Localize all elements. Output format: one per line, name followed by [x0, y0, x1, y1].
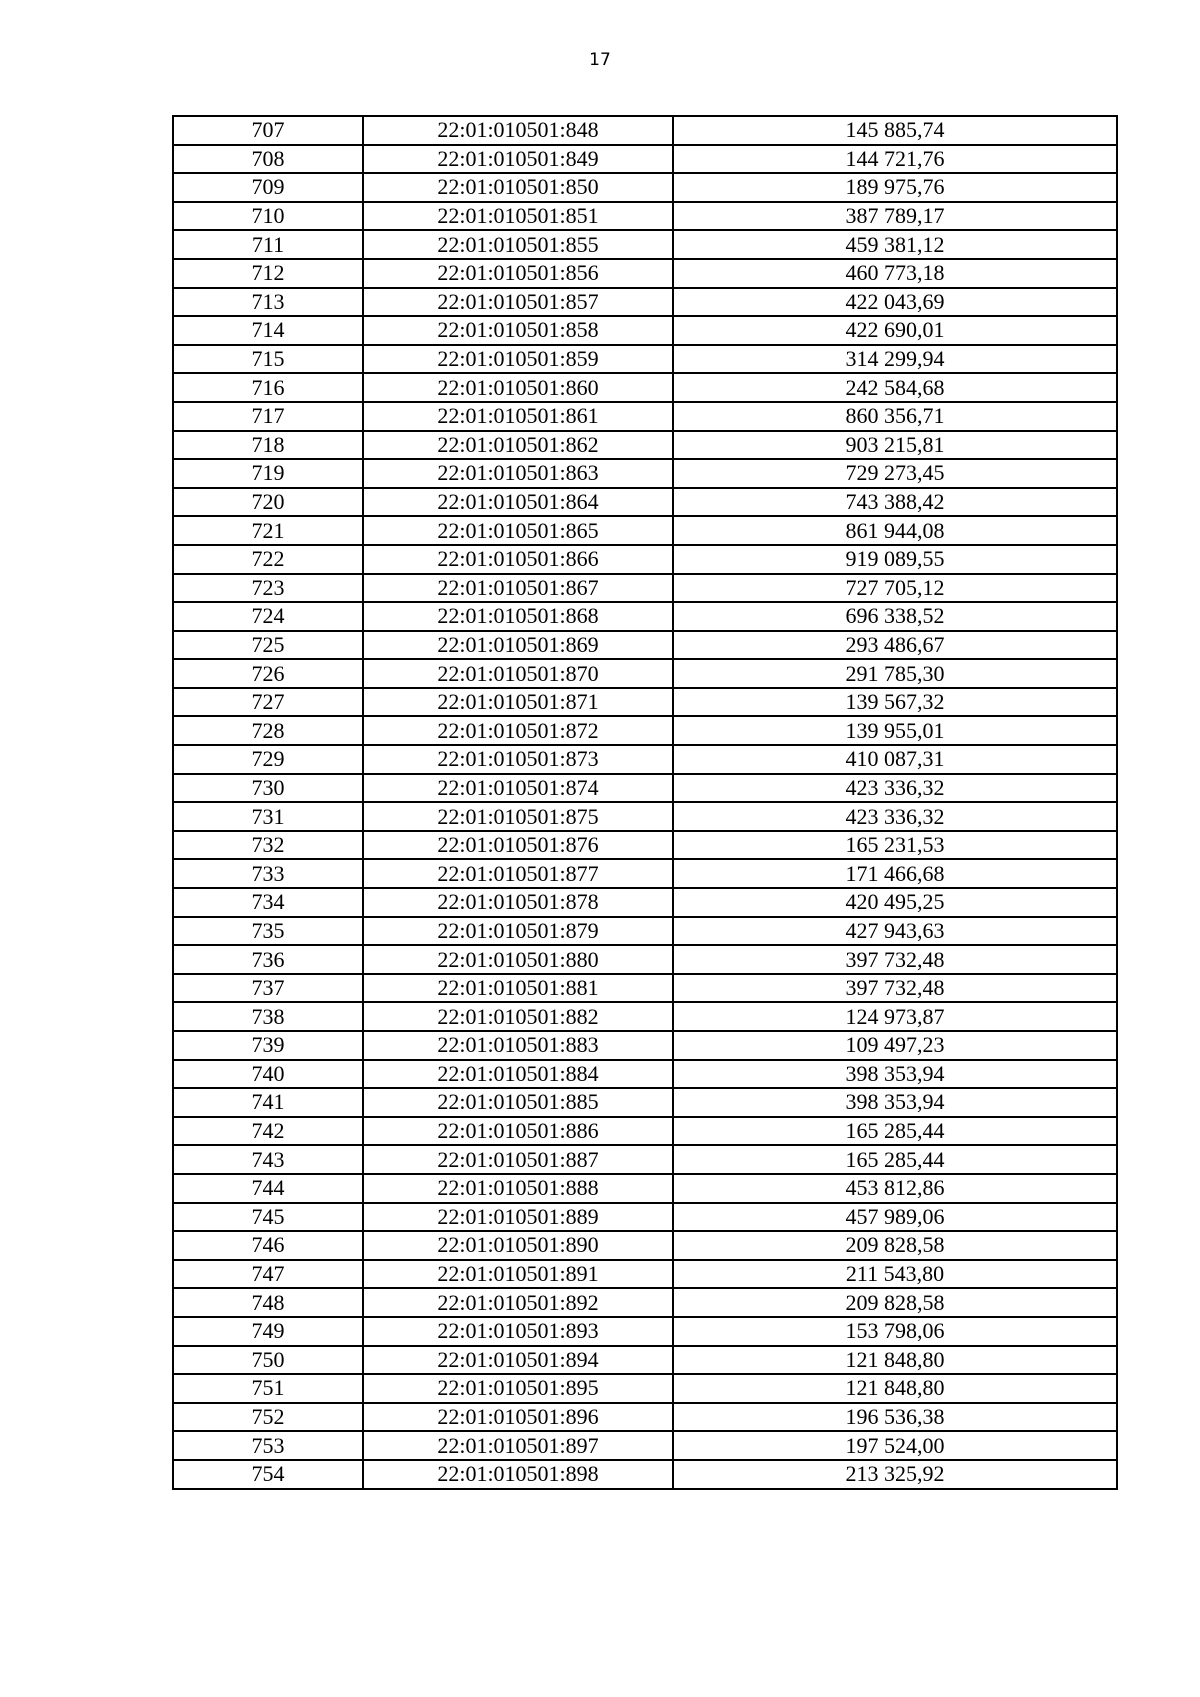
row-number-cell: 730	[173, 774, 363, 803]
table-row	[173, 859, 1117, 888]
table-row	[173, 431, 1117, 460]
cadastral-number-cell: 22:01:010501:890	[363, 1231, 673, 1260]
cadastral-number-cell: 22:01:010501:873	[363, 745, 673, 774]
table-row	[173, 259, 1117, 288]
cadastral-number-cell: 22:01:010501:866	[363, 545, 673, 574]
value-cell: 139 955,01	[673, 716, 1117, 745]
table-row	[173, 888, 1117, 917]
value-cell: 423 336,32	[673, 802, 1117, 831]
cadastral-number-cell: 22:01:010501:863	[363, 459, 673, 488]
cadastral-number-cell: 22:01:010501:851	[363, 202, 673, 231]
value-cell: 729 273,45	[673, 459, 1117, 488]
value-cell: 903 215,81	[673, 431, 1117, 460]
cadastral-number-cell: 22:01:010501:874	[363, 774, 673, 803]
table-row	[173, 716, 1117, 745]
value-cell: 109 497,23	[673, 1031, 1117, 1060]
value-cell: 422 690,01	[673, 316, 1117, 345]
row-number-cell: 727	[173, 688, 363, 717]
row-number-cell: 721	[173, 516, 363, 545]
row-number-cell: 733	[173, 859, 363, 888]
row-number-cell: 753	[173, 1431, 363, 1460]
cadastral-number-cell: 22:01:010501:869	[363, 631, 673, 660]
value-cell: 743 388,42	[673, 488, 1117, 517]
cadastral-number-cell: 22:01:010501:877	[363, 859, 673, 888]
table-row	[173, 345, 1117, 374]
row-number-cell: 720	[173, 488, 363, 517]
value-cell: 696 338,52	[673, 602, 1117, 631]
value-cell: 397 732,48	[673, 974, 1117, 1003]
row-number-cell: 735	[173, 917, 363, 946]
value-cell: 293 486,67	[673, 631, 1117, 660]
row-number-cell: 725	[173, 631, 363, 660]
row-number-cell: 728	[173, 716, 363, 745]
row-number-cell: 716	[173, 373, 363, 402]
value-cell: 457 989,06	[673, 1203, 1117, 1232]
table-row	[173, 1431, 1117, 1460]
row-number-cell: 710	[173, 202, 363, 231]
cadastral-number-cell: 22:01:010501:870	[363, 659, 673, 688]
cadastral-number-cell: 22:01:010501:895	[363, 1374, 673, 1403]
value-cell: 165 285,44	[673, 1145, 1117, 1174]
value-cell: 727 705,12	[673, 574, 1117, 603]
cadastral-number-cell: 22:01:010501:871	[363, 688, 673, 717]
row-number-cell: 732	[173, 831, 363, 860]
row-number-cell: 724	[173, 602, 363, 631]
value-cell: 209 828,58	[673, 1288, 1117, 1317]
table-row	[173, 1403, 1117, 1432]
value-cell: 165 231,53	[673, 831, 1117, 860]
row-number-cell: 734	[173, 888, 363, 917]
value-cell: 459 381,12	[673, 230, 1117, 259]
value-cell: 197 524,00	[673, 1431, 1117, 1460]
value-cell: 121 848,80	[673, 1346, 1117, 1375]
row-number-cell: 714	[173, 316, 363, 345]
cadastral-number-cell: 22:01:010501:875	[363, 802, 673, 831]
row-number-cell: 718	[173, 431, 363, 460]
row-number-cell: 750	[173, 1346, 363, 1375]
table-row	[173, 1060, 1117, 1089]
row-number-cell: 746	[173, 1231, 363, 1260]
table-row	[173, 459, 1117, 488]
cadastral-number-cell: 22:01:010501:861	[363, 402, 673, 431]
table-row	[173, 1174, 1117, 1203]
table-row	[173, 230, 1117, 259]
table-row	[173, 1002, 1117, 1031]
row-number-cell: 729	[173, 745, 363, 774]
value-cell: 209 828,58	[673, 1231, 1117, 1260]
row-number-cell: 726	[173, 659, 363, 688]
cadastral-number-cell: 22:01:010501:889	[363, 1203, 673, 1232]
row-number-cell: 754	[173, 1460, 363, 1489]
cadastral-number-cell: 22:01:010501:860	[363, 373, 673, 402]
table-row	[173, 1231, 1117, 1260]
table-row	[173, 402, 1117, 431]
value-cell: 189 975,76	[673, 173, 1117, 202]
cadastral-number-cell: 22:01:010501:898	[363, 1460, 673, 1489]
value-cell: 453 812,86	[673, 1174, 1117, 1203]
value-cell: 919 089,55	[673, 545, 1117, 574]
value-cell: 397 732,48	[673, 945, 1117, 974]
row-number-cell: 731	[173, 802, 363, 831]
value-cell: 171 466,68	[673, 859, 1117, 888]
table-row	[173, 1260, 1117, 1289]
table-row	[173, 1117, 1117, 1146]
table-row	[173, 202, 1117, 231]
value-cell: 423 336,32	[673, 774, 1117, 803]
table-row	[173, 602, 1117, 631]
cadastral-number-cell: 22:01:010501:882	[363, 1002, 673, 1031]
value-cell: 124 973,87	[673, 1002, 1117, 1031]
row-number-cell: 736	[173, 945, 363, 974]
value-cell: 242 584,68	[673, 373, 1117, 402]
cadastral-number-cell: 22:01:010501:880	[363, 945, 673, 974]
table-row	[173, 1088, 1117, 1117]
cadastral-number-cell: 22:01:010501:896	[363, 1403, 673, 1432]
row-number-cell: 713	[173, 288, 363, 317]
value-cell: 410 087,31	[673, 745, 1117, 774]
value-cell: 422 043,69	[673, 288, 1117, 317]
value-cell: 153 798,06	[673, 1317, 1117, 1346]
cadastral-number-cell: 22:01:010501:881	[363, 974, 673, 1003]
table-row	[173, 945, 1117, 974]
cadastral-number-cell: 22:01:010501:888	[363, 1174, 673, 1203]
value-cell: 145 885,74	[673, 116, 1117, 145]
cadastral-number-cell: 22:01:010501:887	[363, 1145, 673, 1174]
table-row	[173, 1317, 1117, 1346]
table-row	[173, 1288, 1117, 1317]
row-number-cell: 709	[173, 173, 363, 202]
table-row	[173, 802, 1117, 831]
table-row	[173, 1374, 1117, 1403]
row-number-cell: 741	[173, 1088, 363, 1117]
cadastral-number-cell: 22:01:010501:855	[363, 230, 673, 259]
table-row	[173, 316, 1117, 345]
row-number-cell: 717	[173, 402, 363, 431]
cadastral-number-cell: 22:01:010501:848	[363, 116, 673, 145]
cadastral-number-cell: 22:01:010501:864	[363, 488, 673, 517]
row-number-cell: 722	[173, 545, 363, 574]
row-number-cell: 752	[173, 1403, 363, 1432]
table-row	[173, 173, 1117, 202]
row-number-cell: 723	[173, 574, 363, 603]
value-cell: 387 789,17	[673, 202, 1117, 231]
row-number-cell: 740	[173, 1060, 363, 1089]
data-table	[172, 115, 1118, 1490]
cadastral-number-cell: 22:01:010501:883	[363, 1031, 673, 1060]
value-cell: 213 325,92	[673, 1460, 1117, 1489]
cadastral-number-cell: 22:01:010501:859	[363, 345, 673, 374]
table-row	[173, 745, 1117, 774]
value-cell: 398 353,94	[673, 1088, 1117, 1117]
page-number: 17	[589, 50, 611, 70]
value-cell: 165 285,44	[673, 1117, 1117, 1146]
table-row	[173, 1145, 1117, 1174]
row-number-cell: 747	[173, 1260, 363, 1289]
cadastral-number-cell: 22:01:010501:893	[363, 1317, 673, 1346]
value-cell: 427 943,63	[673, 917, 1117, 946]
table-row	[173, 659, 1117, 688]
table-row	[173, 1031, 1117, 1060]
row-number-cell: 712	[173, 259, 363, 288]
row-number-cell: 743	[173, 1145, 363, 1174]
row-number-cell: 715	[173, 345, 363, 374]
cadastral-number-cell: 22:01:010501:862	[363, 431, 673, 460]
value-cell: 121 848,80	[673, 1374, 1117, 1403]
table-row	[173, 488, 1117, 517]
row-number-cell: 745	[173, 1203, 363, 1232]
value-cell: 860 356,71	[673, 402, 1117, 431]
value-cell: 291 785,30	[673, 659, 1117, 688]
cadastral-number-cell: 22:01:010501:876	[363, 831, 673, 860]
value-cell: 211 543,80	[673, 1260, 1117, 1289]
cadastral-number-cell: 22:01:010501:868	[363, 602, 673, 631]
cadastral-number-cell: 22:01:010501:872	[363, 716, 673, 745]
table-row	[173, 974, 1117, 1003]
row-number-cell: 739	[173, 1031, 363, 1060]
row-number-cell: 707	[173, 116, 363, 145]
row-number-cell: 749	[173, 1317, 363, 1346]
value-cell: 139 567,32	[673, 688, 1117, 717]
row-number-cell: 744	[173, 1174, 363, 1203]
table-row	[173, 831, 1117, 860]
cadastral-number-cell: 22:01:010501:894	[363, 1346, 673, 1375]
cadastral-number-cell: 22:01:010501:856	[363, 259, 673, 288]
cadastral-number-cell: 22:01:010501:886	[363, 1117, 673, 1146]
cadastral-number-cell: 22:01:010501:857	[363, 288, 673, 317]
table-row	[173, 545, 1117, 574]
cadastral-number-cell: 22:01:010501:878	[363, 888, 673, 917]
row-number-cell: 748	[173, 1288, 363, 1317]
table-row	[173, 631, 1117, 660]
value-cell: 314 299,94	[673, 345, 1117, 374]
cadastral-number-cell: 22:01:010501:897	[363, 1431, 673, 1460]
table-body	[173, 116, 1117, 1489]
value-cell: 861 944,08	[673, 516, 1117, 545]
row-number-cell: 738	[173, 1002, 363, 1031]
table-row	[173, 574, 1117, 603]
row-number-cell: 737	[173, 974, 363, 1003]
row-number-cell: 708	[173, 145, 363, 174]
row-number-cell: 711	[173, 230, 363, 259]
cadastral-number-cell: 22:01:010501:885	[363, 1088, 673, 1117]
value-cell: 196 536,38	[673, 1403, 1117, 1432]
row-number-cell: 719	[173, 459, 363, 488]
table-row	[173, 516, 1117, 545]
cadastral-number-cell: 22:01:010501:849	[363, 145, 673, 174]
cadastral-number-cell: 22:01:010501:865	[363, 516, 673, 545]
table-row	[173, 145, 1117, 174]
value-cell: 398 353,94	[673, 1060, 1117, 1089]
cadastral-number-cell: 22:01:010501:891	[363, 1260, 673, 1289]
value-cell: 144 721,76	[673, 145, 1117, 174]
table-row	[173, 116, 1117, 145]
value-cell: 420 495,25	[673, 888, 1117, 917]
table-row	[173, 373, 1117, 402]
table-row	[173, 917, 1117, 946]
cadastral-number-cell: 22:01:010501:858	[363, 316, 673, 345]
table-row	[173, 774, 1117, 803]
cadastral-number-cell: 22:01:010501:879	[363, 917, 673, 946]
row-number-cell: 751	[173, 1374, 363, 1403]
row-number-cell: 742	[173, 1117, 363, 1146]
table-row	[173, 1460, 1117, 1489]
cadastral-number-cell: 22:01:010501:850	[363, 173, 673, 202]
cadastral-number-cell: 22:01:010501:884	[363, 1060, 673, 1089]
cadastral-number-cell: 22:01:010501:867	[363, 574, 673, 603]
table-row	[173, 1203, 1117, 1232]
cadastral-number-cell: 22:01:010501:892	[363, 1288, 673, 1317]
table-row	[173, 1346, 1117, 1375]
table-row	[173, 688, 1117, 717]
table-row	[173, 288, 1117, 317]
value-cell: 460 773,18	[673, 259, 1117, 288]
